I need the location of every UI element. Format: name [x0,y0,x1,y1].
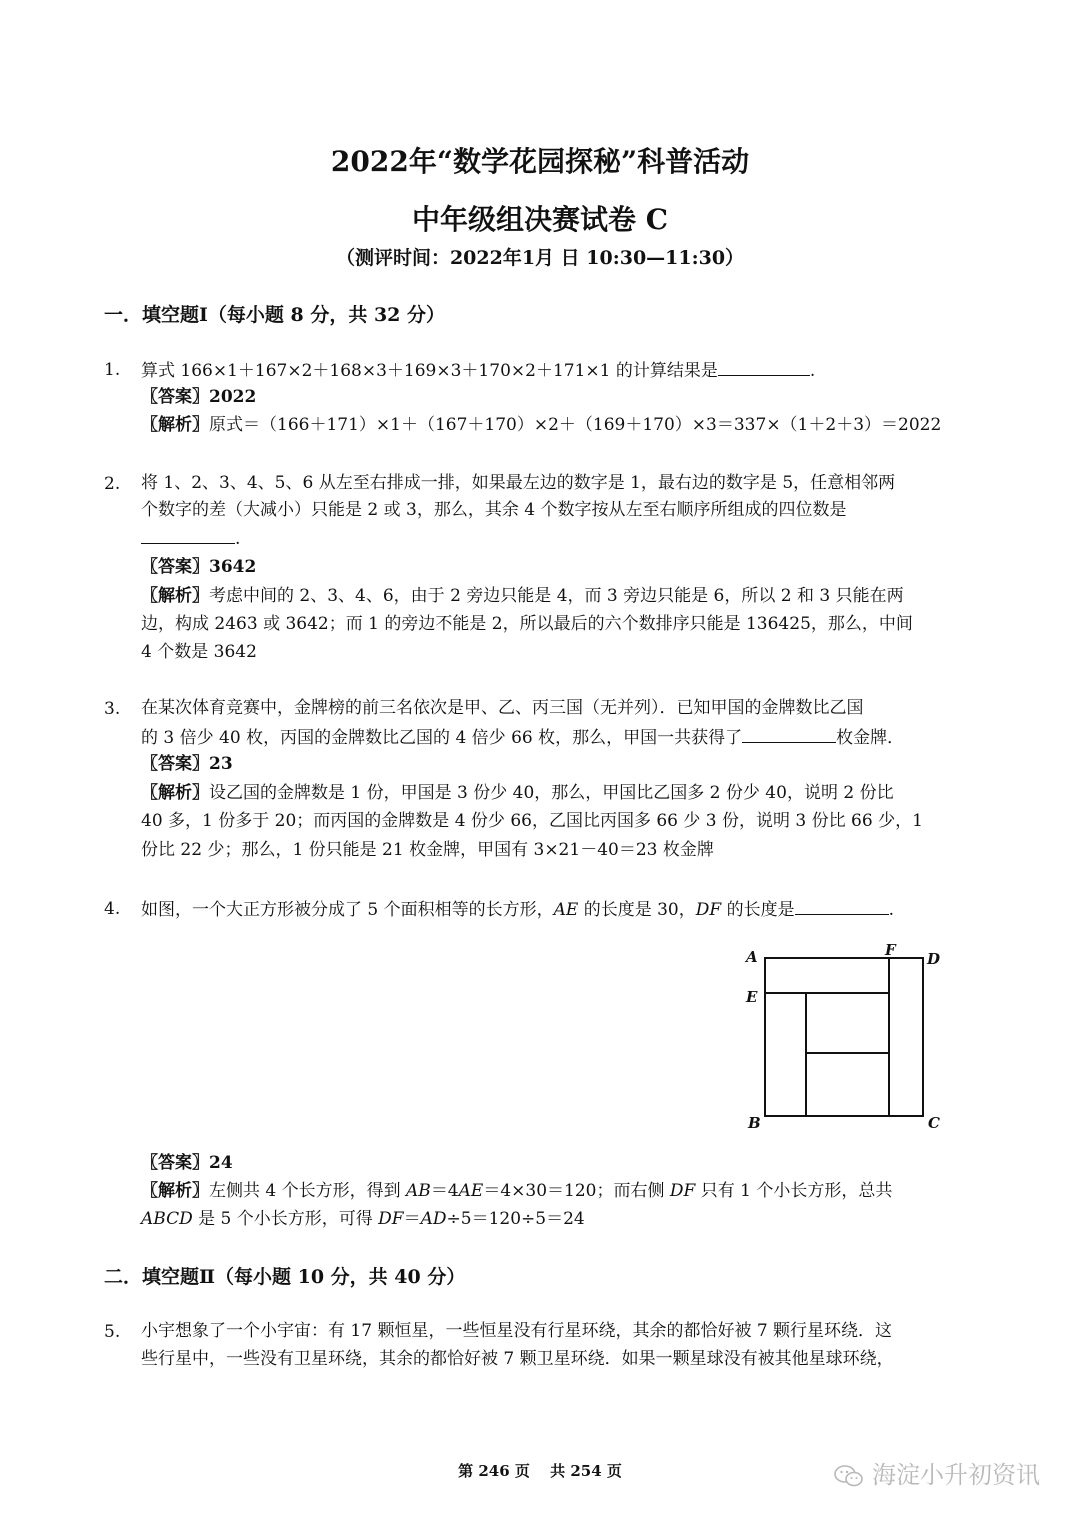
page-footer: 第 246 页 共 254 页 [458,1462,622,1480]
q4-number: 4. [104,899,121,919]
q2-number: 2. [104,474,121,494]
q3-line1: 在某次体育竞赛中，金牌榜的前三名依次是甲、乙、丙三国（无并列）．已知甲国的金牌数比乙国 [141,698,864,718]
label-e: E [746,988,758,1006]
q5-line1: 小宇想象了一个小宇宙：有 17 颗恒星，一些恒星没有行星环绕，其余的都恰好被 7 颗行星环绕．这 [141,1321,893,1341]
wechat-icon [834,1465,864,1487]
q4-square-figure [764,957,924,1117]
watermark [834,1455,1040,1490]
exam-time: （测评时间：2022年1月 日 10:30—11:30） [335,247,745,269]
label-d: D [927,950,941,968]
big-square [765,958,923,1116]
q3-explanation-3: 份比 22 少；那么，1 份只能是 21 枚金牌，甲国有 3×21－40＝23 枚金牌 [141,840,714,860]
q4-text: 如图，一个大正方形被分成了 5 个面积相等的长方形，AE 的长度是 30，DF 的长度是 . [141,896,894,922]
q2-explanation-3: 4 个数是 3642 [141,642,257,662]
q1-text: 算式 166×1＋167×2＋168×3＋169×3＋170×2＋171×1 的计算结果是 . [141,357,815,383]
q3-blank [742,724,836,743]
q1-blank [718,357,810,376]
q3-number: 3. [104,699,121,719]
q3-answer: 〖答案〗23 [141,754,233,774]
exam-title: 2022年“数学花园探秘”科普活动 [330,145,750,178]
q5-line2: 些行星中，一些没有卫星环绕，其余的都恰好被 7 颗卫星环绕．如果一颗星球没有被其他星球环绕， [141,1349,894,1369]
label-b: B [748,1114,761,1132]
q2-line2: 个数字的差（大减小）只能是 2 或 3，那么，其余 4 个数字按从左至右顺序所组成的四位数是 [141,500,847,520]
q5-number: 5. [104,1322,121,1342]
section1-heading: 一．填空题Ⅰ（每小题 8 分，共 32 分） [104,304,446,326]
q2-line1: 将 1、2、3、4、5、6 从左至右排成一排，如果最左边的数字是 1，最右边的数字是 5，任意相邻两 [141,473,896,493]
q3-explanation-1: 〖解析〗设乙国的金牌数是 1 份，甲国是 3 份少 40，那么，甲国比乙国多 2 份少 40，说明 2 份比 [141,783,894,803]
label-a: A [746,948,758,966]
q3-line2: 的 3 倍少 40 枚，丙国的金牌数比乙国的 4 倍少 66 枚，那么，甲国一共获得了 枚金牌． [141,724,904,750]
section2-heading: 二．填空题Ⅱ（每小题 10 分，共 40 分） [104,1266,466,1288]
watermark-text: 海淀小升初资讯 [872,1461,1040,1489]
label-f: F [885,941,896,959]
q2-blank-line: . [141,525,240,551]
label-c: C [928,1114,940,1132]
q3-explanation-2: 40 多，1 份多于 20；而丙国的金牌数是 4 份少 66，乙国比丙国多 66 少 3 份，说明 3 份比 66 少，1 [141,811,923,831]
q4-explanation-2: ABCD 是 5 个小长方形，可得 DF＝AD÷5＝120÷5＝24 [141,1209,585,1229]
exam-subtitle: 中年级组决赛试卷 C [411,203,669,236]
q1-explanation: 〖解析〗原式＝（166＋171）×1＋（167＋170）×2＋（169＋170）×3＝337×（1＋2＋3）＝2022 [141,415,942,435]
q2-explanation-1: 〖解析〗考虑中间的 2、3、4、6，由于 2 旁边只能是 4，而 3 旁边只能是 6，所以 2 和 3 只能在两 [141,586,904,606]
q4-blank [795,896,889,915]
q2-answer: 〖答案〗3642 [141,557,257,577]
q1-number: 1. [104,360,121,380]
q4-answer: 〖答案〗24 [141,1153,233,1173]
q1-answer: 〖答案〗2022 [141,387,257,407]
q2-blank [141,525,235,544]
q4-explanation-1: 〖解析〗左侧共 4 个长方形，得到 AB＝4AE＝4×30＝120；而右侧 DF 只有 1 个小长方形，总共 [141,1181,893,1201]
q2-explanation-2: 边，构成 2463 或 3642；而 1 的旁边不能是 2，所以最后的六个数排序只能是 136425，那么，中间 [141,614,913,634]
